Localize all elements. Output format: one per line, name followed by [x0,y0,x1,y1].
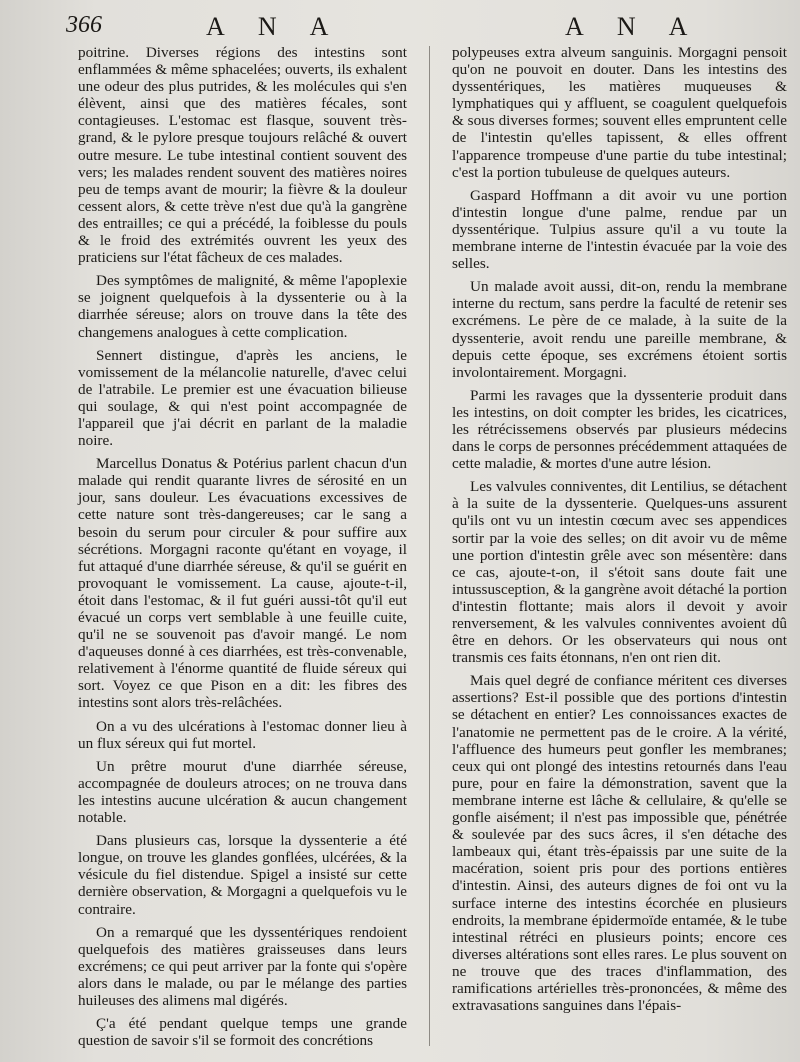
running-head-right: A N A [565,12,702,41]
paragraph: Ç'a été pendant quelque temps une grande question de savoir s'il se formoit des concrétions [78,1015,407,1050]
paragraph: Un malade avoit aussi, dit-on, rendu la membrane interne du rectum, sans perdre la faculté de retenir ses excrémens. Le père de ce malade, à la suite de la dyssenterie, avoit rendu une pareille membrane, & depuis cette époque, ses excrémens étoient sortis involontairement. Morgagni. [452,278,787,381]
paragraph: Parmi les ravages que la dyssenterie produit dans les intestins, on doit compter les brides, les cicatrices, les rétrécissemens observés par plusieurs médecins dans le corps de personnes précédemment attaquées de cette maladie, & mortes d'une autre lésion. [452,386,787,473]
paragraph: On a remarqué que les dyssentériques rendoient quelquefois des matières graisseuses dans leurs excrémens; ce qui peut arriver par la fonte qui s'opère alors dans le malade, ou par le mélange des parties huileuses des alimens mal digérés. [78,923,407,1009]
paragraph: polypeuses extra alveum sanguinis. Morgagni pensoit qu'on ne pouvoit en douter. Dans les intestins des dyssentériques, les matières muqueuses & lymphatiques qui y affluent, se coagulent quelquefois & sous diverses formes; souvent elles empruntent celle de l'intestin qu'elles tapissent, & elles offrent l'apparence trompeuse d'une partie du tube intestinal; c'est la portion tubuleuse de quelques auteurs. [452,44,787,181]
paragraph: Un prêtre mourut d'une diarrhée séreuse, accompagnée de douleurs atroces; on ne trouva dans les intestins aucune ulcération & aucun changement notable. [78,757,407,827]
paragraph: Des symptômes de malignité, & même l'apoplexie se joignent quelquefois à la dyssenterie ou à la diarrhée séreuse; alors on trouve dans la tête des changemens analogues à cette complication. [78,272,407,341]
paragraph: On a vu des ulcérations à l'estomac donner lieu à un flux séreux qui fut mortel. [78,717,407,752]
column-divider [429,46,430,1046]
page-header [0,0,800,48]
paragraph: Les valvules conniventes, dit Lentilius, se détachent à la suite de la dyssenterie. Quelques-uns assurent qu'ils ont vu un intestin cœcum avec ses appendices sortir par la voie des selles; on dit avoir vu de même une portion d'intestin grêle avec son mésentère: dans ce cas, ajoute-t-on, il s'étoit sans doute fait une intussusception, & la gangrène avoit détaché la portion d'intestin flottante; mais alors il devoit y avoir renversement, & les valvules conniventes avoient dû être en dehors. Or les observateurs qui nous ont transmis ces faits étonnans, n'en ont rien dit. [452,478,787,667]
paragraph: poitrine. Diverses régions des intestins sont enflammées & même sphacelées; ouverts, ils exhalent une odeur des plus putrides, & les molécules qui s'en élèvent, ainsi que des matières fécales, sont contagieuses. L'estomac est flasque, souvent très-grand, & le pylore presque toujours relâché & ouvert outre mesure. Le tube intestinal contient souvent des vers; les malades rendent souvent des matières noires peu de temps avant de mourir; la fièvre & la douleur cessent alors, & cette trève n'est due qu'à la gangrène des entrailles; ce qui a précédé, la foiblesse du pouls & le froid des extrémités ouvrent les yeux des praticiens sur l'état fâcheux de ces malades. [78,44,407,267]
paragraph: Marcellus Donatus & Potérius parlent chacun d'un malade qui rendit quarante livres de sérosité en un jour, sans douleur. Les évacuations excessives de cette nature sont très-dangereuses; car le sang a besoin du serum pour circuler & pour suffire aux sécrétions. Morgagni raconte qu'étant en voyage, il fut attaqué d'une diarrhée séreuse, & qu'il se guérit en provoquant le vomissement. La cause, ajoute-t-il, étoit dans l'estomac, & il fut guéri aussi-tôt qu'il eut évacué un corps vert semblable à une feuille cuite, qu'il ne se souvenoit pas d'avoir mangé. Le nom d'aqueuses donné à ces diarrhées, est très-convenable, relativement à l'énorme quantité de fluide séreux qui sort. Voyez ce que Pison en a dit: les fibres des intestins sont alors très-relâchées. [78,455,407,712]
right-column [452,44,787,1020]
paragraph: Gaspard Hoffmann a dit avoir vu une portion d'intestin longue d'une palme, rendue par un dyssentérique. Tulpius assure qu'il a vu toute la membrane interne de l'intestin évacuée par la voie des selles. [452,186,787,273]
left-column [78,44,407,1055]
running-head-left: A N A [206,12,343,41]
paragraph: Mais quel degré de confiance méritent ces diverses assertions? Est-il possible que des portions d'intestin se détachent en entier? Les connoissances exactes de l'anatomie ne permettent pas de le croire. A la vérité, l'affluence des humeurs peut gonfler les membranes; ceux qui ont plongé des intestins retournés dans l'eau pure, pour en faire la démonstration, savent que la membrane interne est lâche & cellulaire, & qu'elle se gonfle aisément; il n'est pas impossible que, pénétrée & soulevée par des sucs âcres, il s'en détache des lambeaux qui, étant très-épaissis par une suite de la macération, soient pris pour des portions entières d'intestin. Ainsi, des auteurs dignes de foi ont vu la surface interne des intestins écorchée en plusieurs endroits, la membrane épidermoïde entamée, & le tube intestinal rétréci en plusieurs points; encore ces diverses altérations sont elles rares. Le plus souvent on ne trouve que des traces d'inflammation, des ramifications artérielles très-prononcées, & même des extravasations sanguines dans l'épais- [452,672,787,1015]
paragraph: Dans plusieurs cas, lorsque la dyssenterie a été longue, on trouve les glandes gonflées, ulcérées, & la vésicule du fiel distendue. Spigel a insisté sur cette dernière observation, & Morgagni a quelquefois vu le contraire. [78,832,407,918]
page-number: 366 [66,12,102,38]
paragraph: Sennert distingue, d'après les anciens, le vomissement de la mélancolie naturelle, d'avec celui de l'atrabile. Le premier est une évacuation bilieuse qui soulage, & qui n'est point accompagnée de l'appareil que j'ai décrit en parlant de la maladie noire. [78,346,407,450]
